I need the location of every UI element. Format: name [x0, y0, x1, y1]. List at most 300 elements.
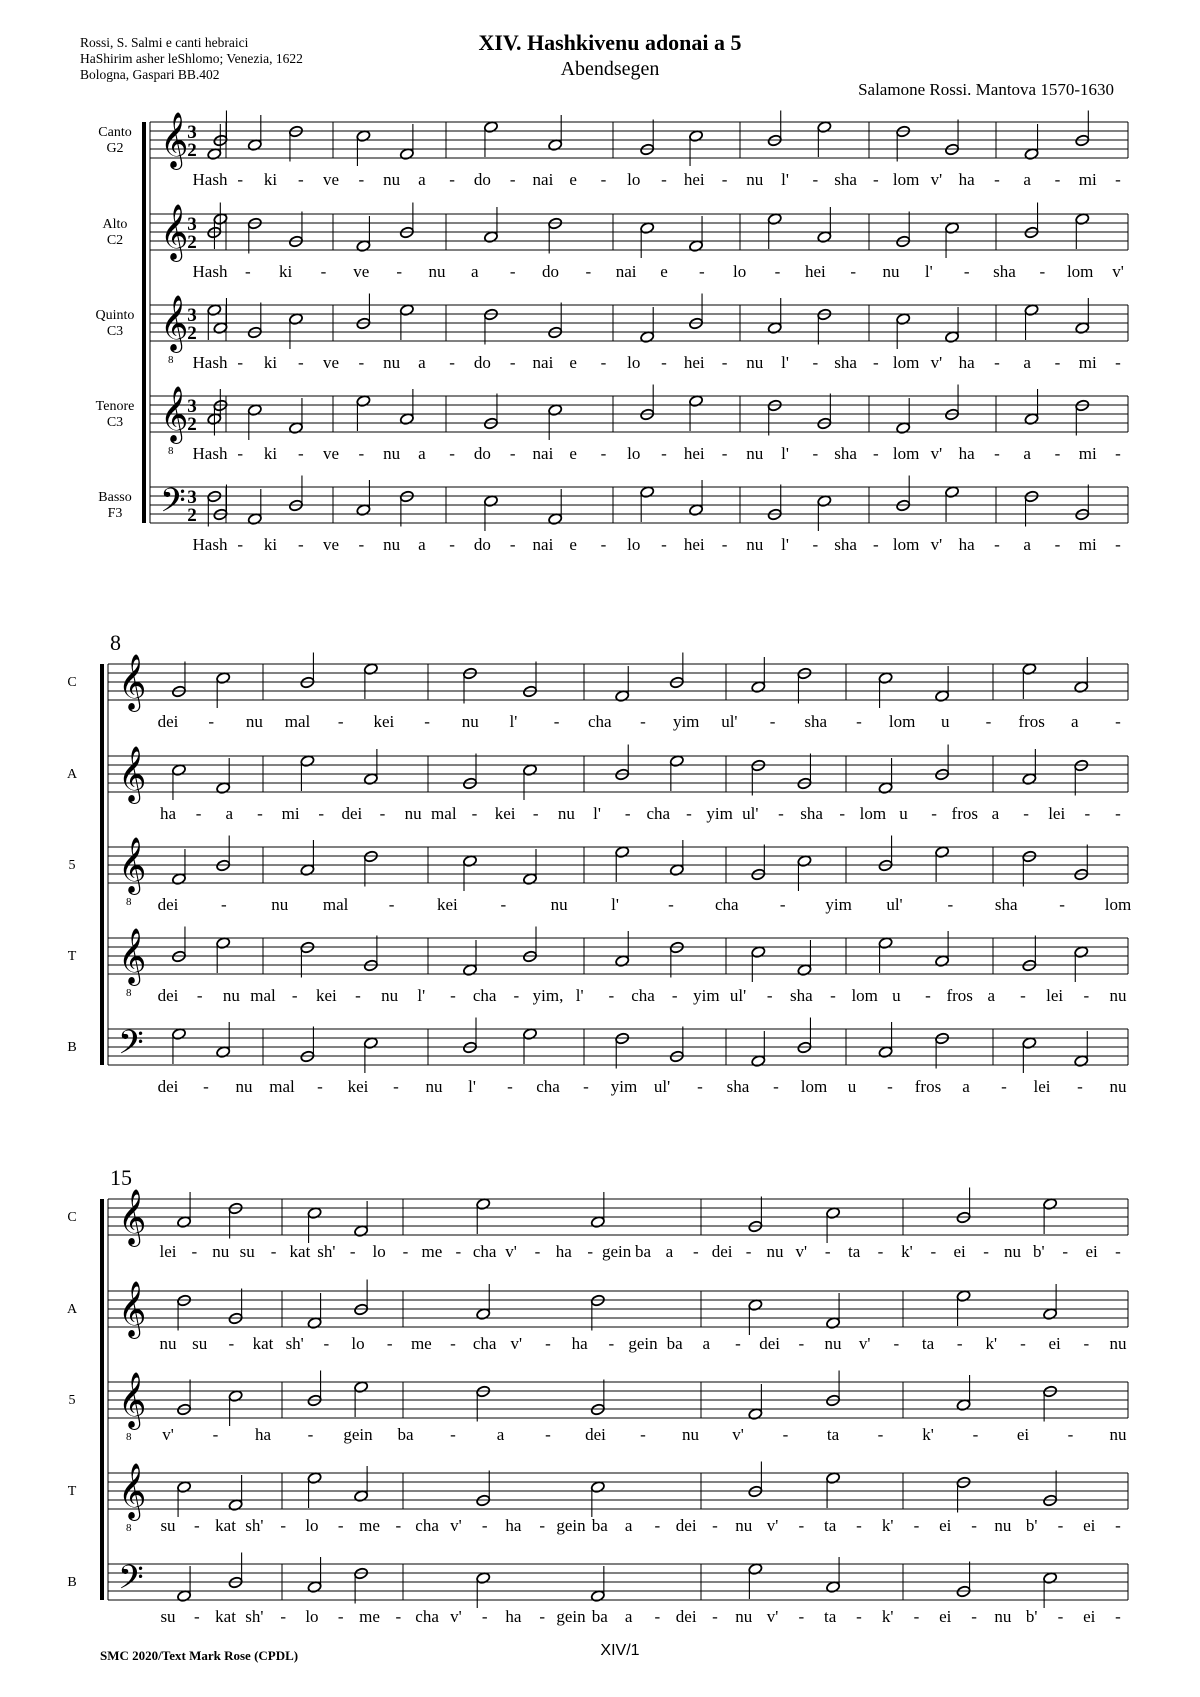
note-head: [172, 685, 187, 698]
lyric-syllable: mal: [269, 1077, 295, 1096]
lyric-hyphen: -: [193, 1607, 200, 1626]
staff-label: Quinto: [95, 308, 135, 323]
note-head: [896, 125, 911, 138]
staff-sublabel: G2: [106, 141, 124, 156]
treble-clef-icon: 𝄞: [118, 839, 147, 892]
lyric-hyphen: -: [873, 444, 879, 463]
lyric-syllable: yim: [672, 712, 700, 731]
note-head: [935, 768, 950, 781]
lyric-syllable: v': [930, 535, 943, 554]
lyric-syllable: do: [542, 262, 559, 281]
lyric-syllable: nu: [1109, 1077, 1127, 1096]
lyric-syllable: mal: [284, 712, 311, 731]
lyric-syllable: Hash: [192, 262, 228, 281]
staff-label: Alto: [102, 217, 128, 232]
lyric-syllable: sh': [285, 1334, 304, 1353]
lyric-hyphen: -: [812, 535, 819, 554]
lyric-hyphen: -: [798, 1516, 805, 1535]
lyric-hyphen: -: [1057, 1516, 1064, 1535]
lyric-syllable: gein: [343, 1425, 373, 1444]
note-head: [590, 1403, 605, 1416]
system-1: [96, 111, 1128, 555]
lyric-syllable: nu: [383, 170, 401, 189]
lyric-syllable: nu: [766, 1242, 784, 1261]
note-head: [300, 676, 315, 689]
lyric-syllable: ki: [263, 444, 278, 463]
composer-credit: Salamone Rossi. Mantova 1570-1630: [858, 80, 1114, 99]
lyric-syllable: fros: [946, 986, 973, 1005]
note-head: [1043, 1494, 1058, 1507]
lyric-syllable: ei: [1083, 1516, 1096, 1535]
lyric-hyphen: -: [455, 1242, 462, 1261]
lyric-hyphen: -: [608, 1334, 615, 1353]
lyric-hyphen: -: [1054, 444, 1061, 463]
lyric-syllable: a: [702, 1334, 711, 1353]
lyric-hyphen: -: [355, 986, 361, 1005]
staff-4: [68, 927, 1128, 1006]
lyric-hyphen: -: [971, 1516, 977, 1535]
lyric-syllable: a: [624, 1607, 633, 1626]
lyric-hyphen: -: [507, 1077, 513, 1096]
lyric-hyphen: -: [947, 895, 954, 914]
lyric-hyphen: -: [1084, 804, 1091, 823]
lyric-syllable: dei: [711, 1242, 733, 1261]
lyric-syllable: dei: [759, 1334, 781, 1353]
lyric-syllable: nu: [383, 535, 401, 554]
lyric-syllable: fros: [951, 804, 979, 823]
lyric-hyphen: -: [449, 353, 455, 372]
lyric-syllable: nu: [746, 535, 764, 554]
lyric-hyphen: -: [196, 986, 203, 1005]
treble-clef-icon: 𝄞: [160, 206, 189, 259]
lyric-syllable: mi: [1078, 353, 1097, 372]
lyric-syllable: sh': [245, 1516, 264, 1535]
staff-2: [103, 203, 1128, 282]
lyric-hyphen: -: [692, 1242, 699, 1261]
lyric-syllable: gein: [601, 1242, 632, 1261]
lyric-hyphen: -: [798, 1607, 805, 1626]
lyric-hyphen: -: [237, 444, 244, 463]
lyric-hyphen: -: [402, 1242, 409, 1261]
lyric-syllable: ha: [958, 444, 975, 463]
note-head: [945, 143, 960, 156]
lyric-syllable: sha: [789, 986, 813, 1005]
lyric-syllable: ba: [666, 1334, 683, 1353]
lyric-hyphen: -: [1115, 444, 1121, 463]
lyric-syllable: lei: [159, 1242, 177, 1261]
lyric-syllable: lom: [892, 444, 920, 463]
lyric-syllable: me: [359, 1516, 380, 1535]
note-head: [669, 941, 684, 954]
note-head: [354, 1303, 369, 1316]
lyric-hyphen: -: [873, 535, 879, 554]
lyric-hyphen: -: [600, 353, 607, 372]
lyric-syllable: nu: [425, 1077, 443, 1096]
lyric-syllable: ta: [847, 1242, 861, 1261]
lyric-syllable: v': [732, 1425, 744, 1444]
lyric-syllable: do: [473, 170, 491, 189]
note-head: [1075, 508, 1090, 521]
note-head: [878, 859, 893, 872]
lyric-hyphen: -: [798, 1334, 805, 1353]
lyric-hyphen: -: [349, 1242, 356, 1261]
time-signature-numerator: 3: [187, 396, 197, 417]
note-head: [1022, 959, 1037, 972]
note-head: [1075, 399, 1090, 412]
lyric-hyphen: -: [661, 170, 667, 189]
lyric-syllable: do: [473, 353, 491, 372]
note-head: [476, 1494, 491, 1507]
note-head: [615, 1032, 630, 1045]
time-signature-numerator: 3: [187, 214, 197, 235]
lyric-hyphen: -: [237, 535, 244, 554]
lyric-hyphen: -: [873, 170, 879, 189]
lyric-syllable: ve: [323, 353, 340, 372]
note-head: [476, 1385, 491, 1398]
lyric-syllable: dei: [675, 1607, 697, 1626]
lyric-syllable: a: [1023, 353, 1031, 372]
lyric-hyphen: -: [585, 262, 592, 281]
lyric-hyphen: -: [745, 1242, 752, 1261]
lyric-hyphen: -: [1054, 353, 1061, 372]
lyric-syllable: mi: [281, 804, 300, 823]
time-signature-denominator: 2: [187, 140, 197, 161]
lyric-syllable: nu: [1109, 1334, 1127, 1353]
lyric-hyphen: -: [1115, 712, 1121, 731]
lyric-syllable: a: [1023, 444, 1031, 463]
staff-sublabel: C2: [106, 233, 124, 248]
note-head: [1043, 1385, 1058, 1398]
note-head: [307, 1394, 322, 1407]
lyric-syllable: ta: [823, 1516, 837, 1535]
lyric-syllable: fros: [1018, 712, 1045, 731]
note-head: [1024, 490, 1039, 503]
source-line: Rossi, S. Salmi e canti hebraici: [80, 35, 249, 50]
lyric-syllable: e: [569, 535, 577, 554]
measure-number: 8: [110, 630, 121, 655]
note-head: [956, 1476, 971, 1489]
lyric-syllable: lom: [1104, 895, 1132, 914]
staff-3: [69, 836, 1132, 915]
lyric-syllable: nu: [461, 712, 479, 731]
lyric-syllable: lo: [627, 353, 641, 372]
staff-label: 5: [68, 858, 76, 873]
lyric-hyphen: -: [195, 804, 202, 823]
note-head: [548, 217, 563, 230]
staff-2: [67, 1280, 1128, 1354]
lyric-syllable: ei: [939, 1607, 952, 1626]
lyric-hyphen: -: [712, 1516, 718, 1535]
treble-clef-icon: 𝄞: [118, 1465, 147, 1518]
lyric-hyphen: -: [985, 712, 992, 731]
note-head: [640, 408, 655, 421]
time-signature-denominator: 2: [187, 505, 197, 526]
lyric-hyphen: -: [450, 1425, 456, 1444]
lyric-syllable: b': [1025, 1516, 1038, 1535]
lyric-syllable: me: [410, 1334, 432, 1353]
lyric-syllable: u: [899, 804, 908, 823]
lyric-syllable: nu: [1109, 986, 1127, 1005]
lyric-hyphen: -: [358, 353, 365, 372]
treble-clef-icon: 𝄞: [118, 748, 147, 801]
staff-sublabel: C3: [106, 415, 124, 430]
staff-sublabel: C3: [106, 324, 124, 339]
lyric-syllable: ba: [591, 1516, 608, 1535]
lyric-hyphen: -: [913, 1516, 920, 1535]
lyric-syllable: sh': [317, 1242, 336, 1261]
lyric-syllable: sha: [804, 712, 828, 731]
lyric-syllable: nu: [1003, 1242, 1021, 1261]
staff-label: B: [67, 1575, 77, 1590]
lyric-syllable: kei: [315, 986, 337, 1005]
lyric-hyphen: -: [735, 1334, 741, 1353]
lyric-hyphen: -: [779, 895, 786, 914]
staff-label: C: [67, 1210, 77, 1225]
lyric-syllable: dei: [157, 1077, 179, 1096]
lyric-hyphen: -: [237, 353, 244, 372]
note-head: [484, 308, 499, 321]
lyric-syllable: k': [881, 1516, 894, 1535]
lyric-syllable: hei: [683, 170, 705, 189]
lyric-syllable: a: [991, 804, 1000, 823]
lyric-syllable: lom: [859, 804, 887, 823]
staff-3: [69, 1371, 1129, 1445]
measure-number: 15: [110, 1165, 132, 1190]
lyric-syllable: ul': [742, 804, 759, 823]
lyric-hyphen: -: [396, 262, 403, 281]
lyric-syllable: v': [162, 1425, 174, 1444]
note-head: [207, 490, 222, 503]
lyric-syllable: yim,: [532, 986, 564, 1005]
lyric-syllable: do: [473, 444, 491, 463]
lyric-syllable: ha: [958, 170, 975, 189]
lyric-syllable: nu: [383, 353, 401, 372]
lyric-hyphen: -: [297, 353, 304, 372]
lyric-hyphen: -: [721, 353, 728, 372]
lyric-hyphen: -: [812, 353, 819, 372]
lyric-syllable: a: [987, 986, 996, 1005]
lyric-syllable: a: [418, 444, 426, 463]
note-head: [548, 326, 563, 339]
note-head: [896, 235, 911, 248]
lyric-syllable: mi: [1078, 170, 1097, 189]
octave-eight-mark: 8: [168, 445, 174, 457]
lyric-hyphen: -: [994, 535, 1000, 554]
lyric-hyphen: -: [778, 804, 784, 823]
lyric-hyphen: -: [388, 895, 395, 914]
lyric-hyphen: -: [471, 804, 478, 823]
lyric-hyphen: -: [393, 1077, 399, 1096]
lyric-syllable: nu: [735, 1516, 753, 1535]
note-head: [399, 226, 414, 239]
lyric-hyphen: -: [1020, 986, 1026, 1005]
lyric-syllable: sha: [834, 353, 857, 372]
lyric-syllable: ve: [323, 535, 340, 554]
lyric-syllable: v': [930, 353, 943, 372]
lyric-syllable: lei: [1048, 804, 1066, 823]
lyric-syllable: cha: [536, 1077, 560, 1096]
lyric-hyphen: -: [1115, 535, 1121, 554]
note-head: [689, 317, 704, 330]
lyric-hyphen: -: [317, 1077, 323, 1096]
lyric-hyphen: -: [481, 1607, 488, 1626]
lyric-hyphen: -: [1077, 1077, 1083, 1096]
bass-clef-icon: 𝄢: [160, 482, 186, 527]
lyric-hyphen: -: [228, 1334, 235, 1353]
lyric-hyphen: -: [358, 444, 365, 463]
lyric-hyphen: -: [913, 1607, 920, 1626]
octave-eight-mark: 8: [126, 1522, 132, 1534]
lyric-hyphen: -: [839, 804, 846, 823]
lyric-syllable: nu: [682, 1425, 699, 1444]
lyric-syllable: ki: [263, 535, 278, 554]
lyric-hyphen: -: [509, 170, 516, 189]
lyric-hyphen: -: [671, 986, 678, 1005]
lyric-syllable: hei: [804, 262, 826, 281]
note-head: [817, 308, 832, 321]
staff-label: Tenore: [95, 399, 135, 414]
lyric-syllable: b': [1025, 1607, 1038, 1626]
note-head: [247, 217, 262, 230]
lyric-syllable: cha: [415, 1607, 439, 1626]
lyric-syllable: lom: [892, 170, 920, 189]
lyric-syllable: u: [941, 712, 950, 731]
lyric-syllable: fros: [914, 1077, 942, 1096]
lyric-syllable: do: [473, 535, 491, 554]
note-head: [363, 959, 378, 972]
lyric-hyphen: -: [1115, 170, 1121, 189]
lyric-hyphen: -: [509, 262, 516, 281]
lyric-hyphen: -: [1054, 170, 1061, 189]
note-head: [767, 134, 782, 147]
lyric-hyphen: -: [873, 353, 879, 372]
lyric-syllable: ba: [591, 1607, 608, 1626]
staff-label: A: [66, 767, 78, 782]
lyric-syllable: nu: [381, 986, 399, 1005]
lyric-syllable: lo: [627, 170, 641, 189]
note-head: [748, 1485, 763, 1498]
lyric-hyphen: -: [640, 1425, 646, 1444]
lyric-hyphen: -: [1115, 353, 1121, 372]
staff-label: T: [67, 949, 77, 964]
lyric-syllable: cha: [646, 804, 671, 823]
lyric-hyphen: -: [500, 895, 507, 914]
lyric-syllable: ei: [939, 1516, 952, 1535]
lyric-syllable: cha: [631, 986, 655, 1005]
lyric-syllable: v': [505, 1242, 517, 1261]
lyric-syllable: l': [509, 712, 518, 731]
lyric-syllable: yim: [706, 804, 733, 823]
lyric-hyphen: -: [1115, 1242, 1121, 1261]
lyric-hyphen: -: [721, 535, 728, 554]
lyric-hyphen: -: [539, 1516, 546, 1535]
lyric-syllable: hei: [683, 535, 705, 554]
lyric-hyphen: -: [877, 1425, 884, 1444]
lyric-hyphen: -: [237, 170, 244, 189]
lyric-hyphen: -: [257, 804, 263, 823]
lyric-syllable: nu: [235, 1077, 253, 1096]
note-head: [797, 1041, 812, 1054]
lyric-hyphen: -: [698, 262, 705, 281]
lyric-syllable: nu: [882, 262, 900, 281]
lyric-syllable: sh': [245, 1607, 264, 1626]
lyric-syllable: l': [575, 986, 584, 1005]
treble-clef-icon: 𝄞: [160, 297, 189, 350]
lyric-hyphen: -: [773, 1077, 779, 1096]
lyric-hyphen: -: [782, 1425, 789, 1444]
lyric-hyphen: -: [766, 986, 773, 1005]
lyric-syllable: lo: [627, 535, 641, 554]
note-head: [935, 1032, 950, 1045]
lyric-syllable: l': [781, 353, 789, 372]
staff-label: 5: [68, 1393, 76, 1408]
lyric-syllable: b': [1033, 1242, 1045, 1261]
lyric-syllable: nu: [994, 1516, 1012, 1535]
system-bracket: [100, 664, 104, 1065]
lyric-syllable: cha: [472, 1242, 497, 1261]
staff-label: C: [67, 675, 77, 690]
lyric-syllable: sha: [994, 895, 1018, 914]
lyric-syllable: kei: [437, 895, 458, 914]
lyric-hyphen: -: [994, 353, 1000, 372]
lyric-syllable: k': [901, 1242, 913, 1261]
lyric-hyphen: -: [337, 1516, 344, 1535]
note-head: [751, 868, 766, 881]
bass-clef-icon: 𝄢: [118, 1024, 144, 1069]
lyric-syllable: Hash: [192, 170, 228, 189]
lyric-syllable: yim: [610, 1077, 638, 1096]
treble-clef-icon: 𝄞: [118, 1191, 147, 1244]
lyric-syllable: mi: [1078, 535, 1097, 554]
lyric-syllable: l': [611, 895, 619, 914]
lyric-hyphen: -: [893, 1334, 900, 1353]
lyric-syllable: l': [924, 262, 933, 281]
lyric-syllable: a: [624, 1516, 633, 1535]
note-head: [399, 490, 414, 503]
time-signature-numerator: 3: [187, 122, 197, 143]
note-head: [300, 1050, 315, 1063]
lyric-syllable: v': [510, 1334, 523, 1353]
lyric-syllable: a: [418, 353, 426, 372]
lyric-syllable: yim: [825, 895, 852, 914]
lyric-syllable: v': [858, 1334, 871, 1353]
lyric-hyphen: -: [449, 170, 455, 189]
source-line: HaShirim asher leShlomo; Venezia, 1622: [80, 51, 303, 66]
note-head: [817, 417, 832, 430]
lyric-syllable: su: [192, 1334, 208, 1353]
staff-5: [67, 1553, 1128, 1627]
note-head: [289, 235, 304, 248]
lyric-syllable: gein: [556, 1607, 586, 1626]
note-head: [1024, 226, 1039, 239]
lyric-hyphen: -: [931, 804, 937, 823]
lyric-syllable: e: [569, 444, 577, 463]
lyric-syllable: lom: [800, 1077, 828, 1096]
page-number: XIV/1: [600, 1642, 640, 1659]
lyric-syllable: mal: [322, 895, 349, 914]
lyric-hyphen: -: [1039, 262, 1046, 281]
lyric-syllable: ei: [1016, 1425, 1030, 1444]
lyric-syllable: ha: [555, 1242, 572, 1261]
staff-4: [96, 385, 1128, 464]
lyric-syllable: cha: [472, 1334, 497, 1353]
lyric-syllable: l': [468, 1077, 476, 1096]
lyric-syllable: e: [569, 170, 577, 189]
lyric-hyphen: -: [1057, 1607, 1064, 1626]
lyric-hyphen: -: [686, 804, 692, 823]
lyric-hyphen: -: [545, 1334, 551, 1353]
staff-label: Canto: [98, 125, 132, 140]
